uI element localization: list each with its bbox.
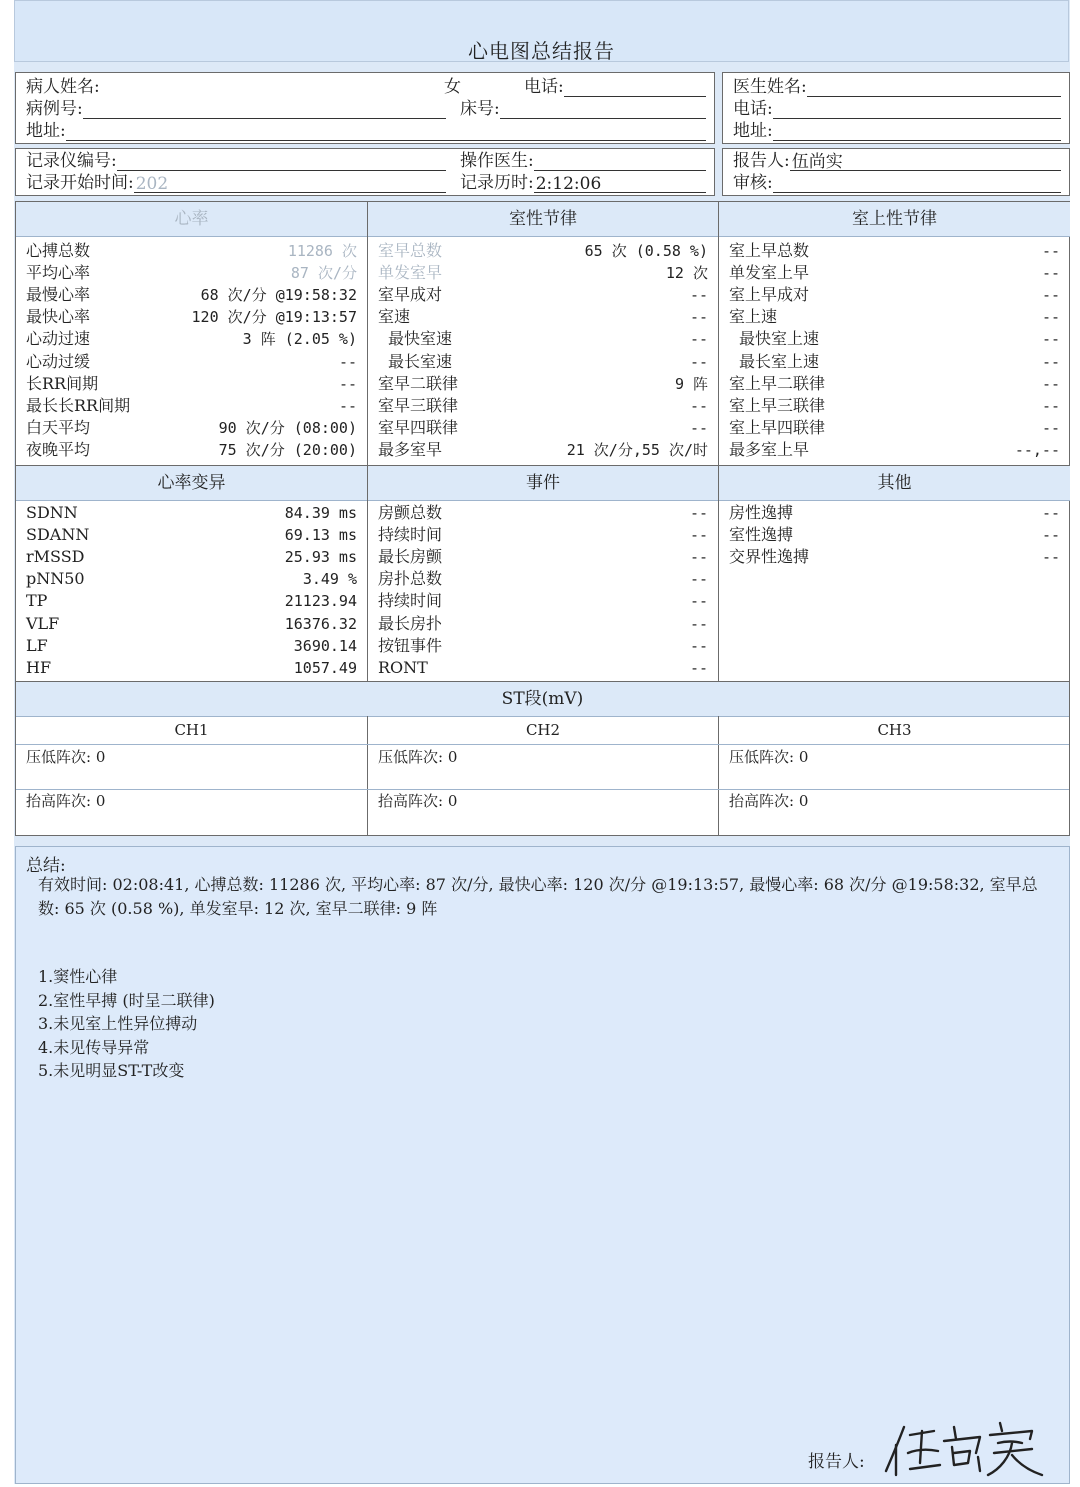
stat-label: SDANN: [26, 525, 90, 545]
stat-value: --: [689, 352, 708, 371]
stat-value: --: [1041, 308, 1060, 327]
stat-label: 平均心率: [26, 263, 91, 283]
stat-label: 最长房扑: [378, 613, 443, 633]
stat-value: 69.13 ms: [284, 526, 357, 545]
stat-value: 68 次/分 @19:58:32: [200, 286, 357, 305]
hrv-events-table: [15, 465, 1070, 682]
stat-value: --: [1041, 286, 1060, 305]
report-title: 心电图总结报告: [468, 39, 615, 63]
stat-row: [378, 568, 708, 590]
stat-value: --: [689, 504, 708, 522]
stat-row: [26, 395, 357, 417]
stat-label: 室上早四联律: [729, 417, 826, 437]
stat-value: --: [689, 570, 708, 589]
stat-row: [26, 502, 357, 524]
stat-value: 3.49 %: [302, 570, 357, 589]
stat-row: [26, 635, 357, 657]
stat-value: 21123.94: [284, 592, 357, 611]
stat-row: [378, 635, 708, 657]
ch2-elevation: 抬高阵次: 0: [378, 792, 458, 810]
stat-value: --: [1041, 242, 1060, 260]
ch2-depression: 压低阵次: 0: [378, 748, 458, 766]
stat-label: 室上速: [729, 307, 778, 327]
signer-label: 报告人:: [808, 1452, 865, 1472]
stat-label: rMSSD: [26, 547, 85, 567]
stat-label: 室早三联律: [378, 395, 459, 415]
stat-label: 交界性逸搏: [729, 547, 810, 567]
stat-value: 3690.14: [293, 636, 357, 655]
st-depression-row: [16, 745, 1069, 790]
stat-value: --: [1041, 504, 1060, 522]
stat-value: --: [338, 374, 357, 393]
stat-label: VLF: [26, 613, 60, 633]
stat-row: [378, 351, 708, 373]
stat-value: --: [689, 614, 708, 633]
ventricular-header: 室性节律: [368, 202, 718, 237]
stat-label: 持续时间: [378, 525, 443, 545]
reporter-field: 报告人: 伍尚实: [733, 151, 1061, 171]
other-header: 其他: [719, 466, 1070, 501]
stat-label: 最快室速: [388, 329, 453, 349]
ch1-elevation: 抬高阵次: 0: [26, 792, 106, 810]
patient-phone-field: 电话:: [524, 77, 706, 97]
stat-label: 心搏总数: [26, 241, 91, 260]
stat-value: 25.93 ms: [284, 548, 357, 567]
stat-label: 室早成对: [378, 285, 443, 305]
stat-value: --: [338, 352, 357, 371]
stat-value: 3 阵 (2.05 %): [242, 330, 357, 349]
stat-label: 室上早二联律: [729, 373, 826, 393]
duration-field: 记录历时: 2:12:06: [460, 173, 706, 193]
stat-value: 90 次/分 (08:00): [218, 418, 357, 437]
stat-row: [26, 328, 357, 350]
stat-value: --: [1041, 352, 1060, 371]
stat-value: 12 次: [665, 264, 708, 283]
stat-row: [26, 657, 357, 679]
conclusion-item: 2.室性早搏 (时呈二联律): [38, 990, 215, 1010]
stat-row: [378, 373, 708, 395]
stat-row: [26, 439, 357, 461]
stat-value: --,--: [1014, 440, 1060, 459]
stat-label: 最长房颤: [378, 547, 443, 567]
summary-text: 有效时间: 02:08:41, 心搏总数: 11286 次, 平均心率: 87 次/分, 最快心率: 120 次/分 @19:13:57, 最慢心率: 68 次/分 @19:58:32, 室早总数: 65 次 (0.58 %), 单发室早: 12 次, 室早二联律: 9 阵: [38, 875, 1038, 918]
stat-value: 21 次/分,55 次/时: [566, 440, 708, 459]
stat-value: 84.39 ms: [284, 504, 357, 522]
doctor-info-box: [722, 72, 1070, 144]
stat-row: [378, 328, 708, 350]
stat-value: --: [689, 658, 708, 677]
patient-name-field: 病人姓名:: [26, 77, 100, 97]
stat-row: [26, 590, 357, 612]
stat-row: [729, 524, 1060, 546]
conclusion-item: 5.未见明显ST-T改变: [38, 1061, 185, 1080]
hrv-header: 心率变异: [16, 466, 367, 501]
reviewer-field: 审核:: [733, 173, 1061, 193]
stat-row: [26, 417, 357, 439]
stat-value: --: [1041, 418, 1060, 437]
stat-label: 最长室上速: [739, 351, 820, 371]
stat-label: SDNN: [26, 503, 78, 522]
stat-value: --: [1041, 374, 1060, 393]
stat-value: 1057.49: [293, 658, 357, 677]
stat-row: [378, 306, 708, 328]
stat-label: 最长长RR间期: [26, 395, 131, 415]
other-column: [719, 466, 1070, 681]
stat-row: [729, 328, 1060, 350]
events-column: [368, 466, 718, 681]
st-channel-header-row: [16, 716, 1069, 745]
conclusion-list: [16, 965, 215, 1083]
stat-value: 87 次/分: [290, 264, 357, 283]
stat-row: [378, 657, 708, 679]
stat-label: 室速: [378, 307, 411, 327]
stat-row: [378, 262, 708, 284]
stat-label: LF: [26, 635, 48, 655]
stat-row: [729, 502, 1060, 524]
stat-row: [378, 417, 708, 439]
stat-label: pNN50: [26, 569, 85, 589]
stat-label: 单发室上早: [729, 263, 810, 283]
stat-row: [378, 590, 708, 612]
handwritten-signature: [882, 1413, 1052, 1483]
start-time-field: 记录开始时间: 202: [26, 173, 446, 193]
st-segment-table: [15, 681, 1070, 836]
stat-row: [26, 240, 357, 262]
doctor-address-field: 地址:: [733, 121, 1061, 141]
stat-label: 最多室早: [378, 439, 443, 459]
ch1-depression: 压低阵次: 0: [26, 748, 106, 766]
recorder-id-field: 记录仪编号:: [26, 151, 446, 171]
stat-value: --: [1041, 396, 1060, 415]
stat-value: 120 次/分 @19:13:57: [191, 308, 357, 327]
ventricular-column: [368, 202, 718, 465]
stat-label: 房颤总数: [378, 503, 443, 522]
stat-label: 白天平均: [26, 417, 91, 437]
heart-rate-header: 心率: [16, 202, 367, 237]
stat-value: --: [338, 396, 357, 415]
events-header: 事件: [368, 466, 718, 501]
supraventricular-column: [719, 202, 1070, 465]
stat-row: [729, 395, 1060, 417]
stat-row: [729, 373, 1060, 395]
stat-value: 16376.32: [284, 614, 357, 633]
stat-label: 最慢心率: [26, 285, 91, 305]
stat-row: [378, 284, 708, 306]
stat-label: RONT: [378, 657, 428, 677]
stat-label: 按钮事件: [378, 635, 443, 655]
hrv-column: [16, 466, 367, 681]
stat-row: [729, 417, 1060, 439]
stat-row: [26, 284, 357, 306]
reporter-info-box: [722, 148, 1070, 196]
stat-label: 长RR间期: [26, 373, 99, 393]
stat-label: 室早四联律: [378, 417, 459, 437]
stat-label: 室上早总数: [729, 241, 810, 260]
summary-label: 总结:: [26, 856, 66, 876]
ch3-depression: 压低阵次: 0: [729, 748, 809, 766]
stat-row: [26, 373, 357, 395]
stat-row: [729, 546, 1060, 568]
stat-label: 最快心率: [26, 307, 91, 327]
stat-row: [378, 524, 708, 546]
rhythm-stats-table: [15, 201, 1070, 466]
stat-value: --: [689, 526, 708, 545]
ch2-label: CH2: [525, 721, 561, 739]
stat-row: [378, 240, 708, 262]
stat-label: 室早总数: [378, 241, 443, 260]
report-header: [14, 0, 1069, 62]
stat-value: 75 次/分 (20:00): [218, 440, 357, 459]
ch3-label: CH3: [877, 721, 912, 739]
stat-value: --: [1041, 526, 1060, 545]
operator-field: 操作医生:: [460, 151, 706, 171]
stat-row: [26, 613, 357, 635]
stat-row: [378, 546, 708, 568]
stat-value: --: [689, 308, 708, 327]
stat-row: [729, 306, 1060, 328]
ch1-label: CH1: [174, 721, 209, 739]
stat-label: 房扑总数: [378, 569, 443, 589]
stat-value: --: [1041, 264, 1060, 283]
stat-row: [26, 306, 357, 328]
recording-info-box: [15, 148, 715, 196]
stat-label: 心动过缓: [26, 351, 91, 371]
stat-row: [26, 351, 357, 373]
stat-row: [26, 524, 357, 546]
stat-label: 单发室早: [378, 263, 443, 283]
stat-label: 夜晚平均: [26, 439, 91, 459]
stat-value: --: [689, 548, 708, 567]
stat-label: 最快室上速: [739, 329, 820, 349]
stat-row: [378, 439, 708, 461]
case-number-field: 病例号:: [26, 99, 446, 119]
stat-row: [378, 502, 708, 524]
stat-label: 室性逸搏: [729, 525, 794, 545]
stat-row: [729, 351, 1060, 373]
stat-label: HF: [26, 657, 52, 677]
stat-label: 最长室速: [388, 351, 453, 371]
heart-rate-column: [16, 202, 367, 465]
conclusion-item: 1.窦性心律: [38, 967, 118, 986]
doctor-name-field: 医生姓名:: [733, 77, 1061, 97]
stat-label: 心动过速: [26, 329, 91, 349]
bed-number-field: 床号:: [460, 99, 706, 119]
stat-label: 室上早成对: [729, 285, 810, 305]
conclusion-item: 4.未见传导异常: [38, 1037, 150, 1057]
stat-label: TP: [26, 591, 48, 611]
stat-value: --: [1041, 548, 1060, 567]
stat-value: --: [689, 286, 708, 305]
ch3-elevation: 抬高阵次: 0: [729, 792, 809, 810]
stat-label: 室上早三联律: [729, 395, 826, 415]
stat-row: [378, 613, 708, 635]
patient-info-box: [15, 72, 715, 144]
stat-row: [729, 284, 1060, 306]
stat-value: 11286 次: [287, 242, 357, 260]
patient-address-field: 地址:: [26, 121, 706, 141]
patient-gender: 女: [444, 77, 461, 97]
stat-label: 室早二联律: [378, 373, 459, 393]
stat-value: --: [689, 396, 708, 415]
supraventricular-header: 室上性节律: [719, 202, 1070, 237]
stat-row: [729, 262, 1060, 284]
doctor-phone-field: 电话:: [733, 99, 1061, 119]
stat-row: [26, 262, 357, 284]
stat-value: 9 阵: [674, 374, 708, 393]
conclusion-item: 3.未见室上性异位搏动: [38, 1014, 198, 1033]
stat-value: --: [689, 592, 708, 611]
stat-value: 65 次 (0.58 %): [584, 242, 708, 260]
stat-row: [26, 568, 357, 590]
stat-label: 最多室上早: [729, 439, 810, 459]
stat-value: --: [1041, 330, 1060, 349]
stat-label: 房性逸搏: [729, 503, 794, 522]
stat-value: --: [689, 636, 708, 655]
stat-row: [378, 395, 708, 417]
summary-panel: [15, 846, 1070, 1484]
stat-row: [729, 439, 1060, 461]
stat-row: [729, 240, 1060, 262]
st-header: ST段(mV): [16, 682, 1069, 717]
stat-label: 持续时间: [378, 591, 443, 611]
stat-row: [26, 546, 357, 568]
stat-value: --: [689, 330, 708, 349]
stat-value: --: [689, 418, 708, 437]
